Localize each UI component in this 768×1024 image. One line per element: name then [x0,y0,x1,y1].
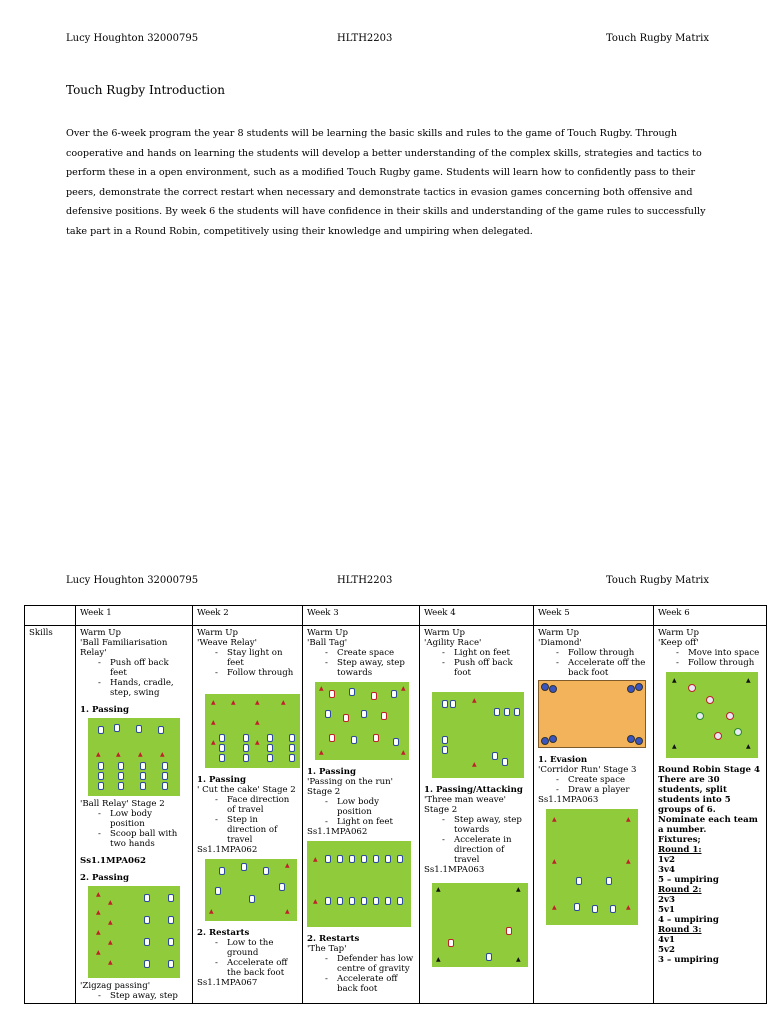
drill-name: 'Agility Race' [424,638,482,648]
syllabus-code: Ss1.1MPA063 [538,795,599,805]
warmup-label: Warm Up [658,628,699,638]
week-header: Week 1 [76,606,193,626]
fixture: 5v2 [658,945,675,955]
drill-name: 'Weave Relay' [197,638,258,648]
week3-cell [303,626,420,1004]
fixture: 5 – umpiring [658,875,719,885]
drill-diagram: ▲ ▲ [307,841,411,927]
teaching-point: - Step away, step towards [442,815,529,835]
fixture: 5v1 [658,905,675,915]
syllabus-code: Ss1.1MPA063 [424,865,485,875]
drill-name: 'Ball Tag' [307,638,348,648]
drill-name: 'Ball Relay' Stage 2 [80,799,165,809]
teaching-point: - Stay light on feet [215,648,298,668]
fixture: 3v4 [658,865,675,875]
teaching-point: - Push off back foot [442,658,529,678]
fixture: 3 – umpiring [658,955,719,965]
teaching-point: - Create space [556,775,649,785]
section-label: 1. Passing [197,775,246,785]
syllabus-code: Ss1.1MPA062 [307,827,368,837]
drill-name: 'Passing on the run' Stage 2 [307,777,394,797]
syllabus-code: Ss1.1MPA062 [80,856,146,866]
week-header: Week 4 [420,606,534,626]
teaching-point: - Defender has low centre of gravity [325,954,415,974]
teaching-point: - Accelerate off back foot [325,974,415,994]
teaching-point: - Face direction of travel [215,795,298,815]
table-header-row [25,606,767,626]
round-robin-text: There are 30 students, split students into 5 groups of 6. Nominate each team a number. [658,775,758,835]
fixture: 1v2 [658,855,675,865]
teaching-point: - Push off back feet [98,658,188,678]
section-label: 1. Evasion [538,755,588,765]
teaching-point: - Create space [325,648,415,658]
section-label: 2. Restarts [307,934,360,944]
week2-cell [193,626,303,1004]
week1-cell [76,626,193,1004]
drill-name: 'Keep off' [658,638,699,648]
skills-row [25,626,767,1004]
fixture: 4 – umpiring [658,915,719,925]
drill-diagram: ▲ ▲ ▲ ▲ [88,718,180,796]
teaching-point: - Step in direction of travel [215,815,298,845]
drill-name: 'The Tap' [307,944,347,954]
teaching-point: - Scoop ball with two hands [98,829,188,849]
syllabus-code: Ss1.1MPA067 [197,978,258,988]
week-header: Week 5 [534,606,654,626]
drill-diagram: ▲ ▲ ▲ ▲ ▲ ▲ ▲ ▲ [88,886,180,978]
warmup-label: Warm Up [424,628,465,638]
warmup-label: Warm Up [197,628,238,638]
teaching-point: - Draw a player [556,785,649,795]
drill-name: 'Zigzag passing' [80,981,151,991]
round-2-label: Round 2: [658,885,702,895]
fixture: 4v1 [658,935,675,945]
round-label [658,885,762,895]
drill-diagram: ▲ ▲ ▲ ▲ [432,883,528,967]
section-label: 1. Passing [307,767,356,777]
drill-diagram: ▲ ▲ [432,692,524,778]
teaching-point: - Accelerate off the back foot [215,958,298,978]
header-author: Lucy Houghton 32000795 [66,33,199,44]
teaching-point: - Low to the ground [215,938,298,958]
page-title: Touch Rugby Introduction [66,83,226,97]
teaching-point: - Step away, step towards [325,658,415,678]
teaching-point: - Follow through [556,648,649,658]
week-header: Week 6 [654,606,767,626]
header-course-2: HLTH2203 [337,575,393,586]
header-doc-2: Touch Rugby Matrix [606,575,710,586]
drill-name: ' Cut the cake' Stage 2 [197,785,296,795]
week4-cell [420,626,534,1004]
section-label: 2. Passing [80,873,129,883]
drill-name: 'Diamond' [538,638,582,648]
teaching-point: - Hands, cradle, step, swing [98,678,188,698]
teaching-point: - Follow through [215,668,298,678]
fixture: 2v3 [658,895,675,905]
fixtures-label: Fixtures; [658,835,701,845]
warmup-label: Warm Up [538,628,579,638]
teaching-point: - Light on feet [442,648,529,658]
round-1-label: Round 1: [658,845,702,855]
teaching-point: - Light on feet [325,817,415,827]
week-header: Week 3 [303,606,420,626]
header-course: HLTH2203 [337,33,393,44]
drill-diagram: ▲ ▲ ▲ ▲ ▲ ▲ [546,809,638,925]
drill-diagram: ▲ ▲ ▲ ▲ [666,672,758,758]
teaching-point: - Accelerate in direction of travel [442,835,529,865]
round-robin-title: Round Robin Stage 4 [658,765,760,775]
drill-name: 'Ball Familiarisation Relay' [80,638,168,658]
skills-matrix-table [24,605,767,1004]
header-doc: Touch Rugby Matrix [606,33,710,44]
drill-name: 'Three man weave' Stage 2 [424,795,507,815]
header-author-2: Lucy Houghton 32000795 [66,575,199,586]
teaching-point: - Low body position [98,809,188,829]
teaching-point: - Follow through [676,658,762,668]
drill-diagram: ▲ ▲ ▲ [205,859,297,921]
row-label: Skills [25,626,76,1004]
drill-diagram: ▲ ▲ ▲ ▲ ▲ ▲ ▲ ▲ [205,694,300,768]
round-label [658,925,762,935]
teaching-point: - Accelerate off the back foot [556,658,649,678]
intro-paragraph: Over the 6-week program the year 8 students will be learning the basic skills and rules to the game of Touch Rugby. Through cooperative and hands on learning the students will develop a better understanding of the complex skills, strategies and tactics to perform these in a open environment, such as a modified Touch Rugby game. Students will learn how to confidently pass to their peers, demonstrate the correct restart when necessary and demonstrate tactics in evasion games concerning both offensive and defensive positions. By week 6 the students will have confidence in their skills and understanding of the game rules to successfully take part in a Round Robin, competitively using their knowledge and umpiring when delegated. [66,128,706,237]
warmup-label: Warm Up [307,628,348,638]
drill-diagram: ▲ ▲ ▲ ▲ [315,682,409,760]
section-label: 1. Passing/Attacking [424,785,523,795]
week5-cell [534,626,654,1004]
week-header: Week 2 [193,606,303,626]
section-label: 2. Restarts [197,928,250,938]
teaching-point: - Step away, step [98,991,188,1001]
week6-cell [654,626,767,1004]
section-label: 1. Passing [80,705,129,715]
corner-cell [25,606,76,626]
drill-diagram [538,680,646,748]
drill-name: 'Corridor Run' Stage 3 [538,765,637,775]
teaching-point: - Low body position [325,797,415,817]
warmup-label: Warm Up [80,628,121,638]
round-label [658,845,762,855]
round-3-label: Round 3: [658,925,702,935]
syllabus-code: Ss1.1MPA062 [197,845,258,855]
teaching-point: - Move into space [676,648,762,658]
